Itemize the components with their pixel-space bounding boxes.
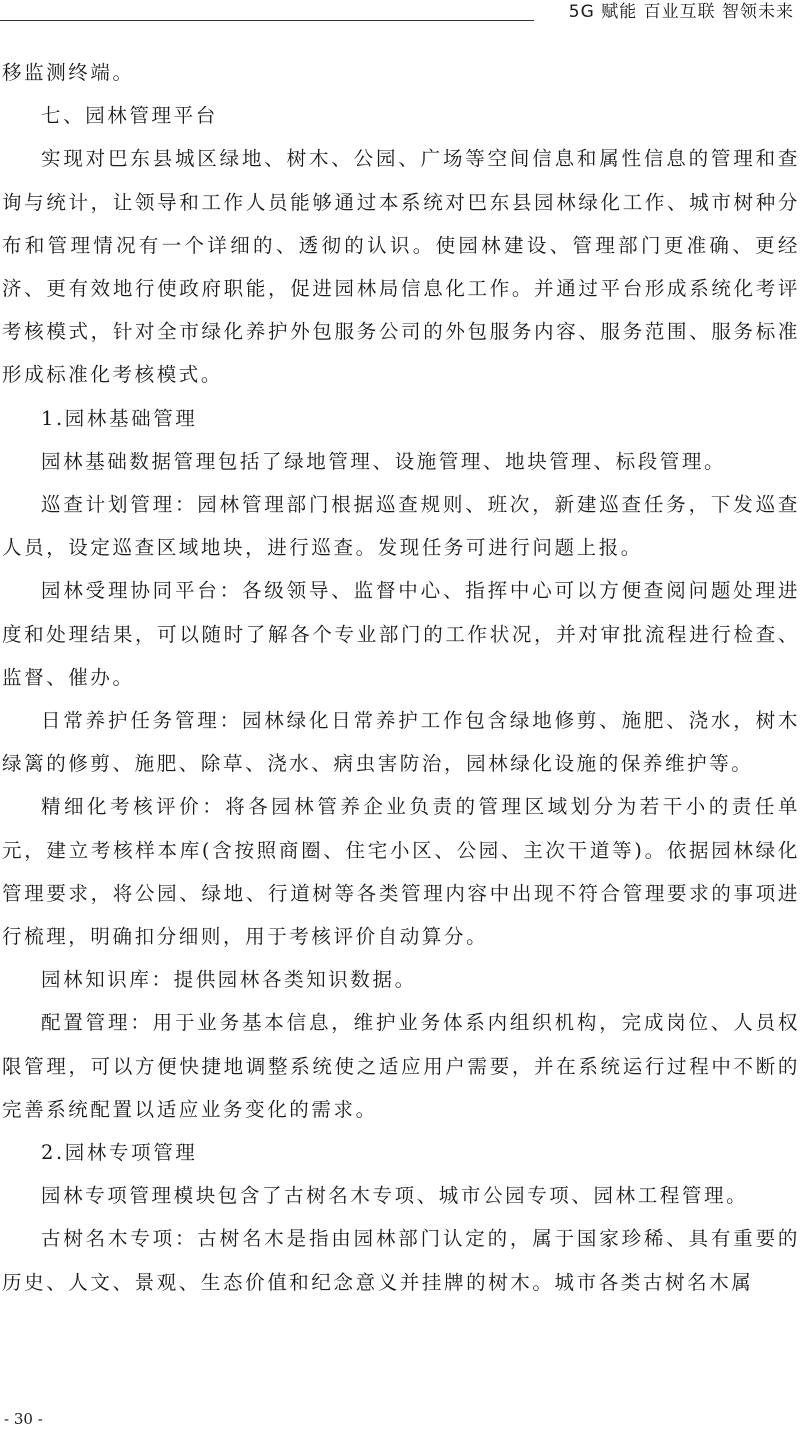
- paragraph: 精细化考核评价：将各园林管养企业负责的管理区域划分为若干小的责任单元，建立考核样本库(含按照商圈、住宅小区、公园、主次干道等)。依据园林绿化管理要求，将公园、绿地、行道树等各类管理内容中出现不符合管理要求的事项进行梳理，明确扣分细则，用于考核评价自动算分。: [2, 795, 800, 949]
- subsection-heading: 1.园林基础管理: [41, 406, 198, 430]
- paragraph: 实现对巴东县城区绿地、树木、公园、广场等空间信息和属性信息的管理和查询与统计，让领导和工作人员能够通过本系统对巴东县园林绿化工作、城市树种分布和管理情况有一个详细的、透彻的认识。使园林建设、管理部门更准确、更经济、更有效地行使政府职能，促进园林局信息化工作。并通过平台形成系统化考评考核模式，针对全市绿化养护外包服务公司的外包服务内容、服务范围、服务标准形成标准化考核模式。: [2, 147, 800, 387]
- paragraph: 移监测终端。: [2, 61, 135, 84]
- page-number: - 30 -: [4, 1410, 43, 1428]
- paragraph: 古树名木专项：古树名木是指由园林部门认定的，属于国家珍稀、具有重要的历史、人文、景观、生态价值和纪念意义并挂牌的树木。城市各类古树名木属: [2, 1227, 800, 1294]
- paragraph: 园林专项管理模块包含了古树名木专项、城市公园专项、园林工程管理。: [41, 1184, 749, 1208]
- paragraph: 巡查计划管理：园林管理部门根据巡查规则、班次，新建巡查任务，下发巡查人员，设定巡查区域地块，进行巡查。发现任务可进行问题上报。: [2, 493, 800, 560]
- paragraph: 园林知识库：提供园林各类知识数据。: [41, 968, 417, 992]
- header-title: 5G 赋能 百业互联 智领未来: [568, 2, 794, 22]
- section-heading: 七、园林管理平台: [41, 104, 218, 128]
- paragraph: 园林基础数据管理包括了绿地管理、设施管理、地块管理、标段管理。: [41, 449, 727, 473]
- subsection-heading: 2.园林专项管理: [41, 1141, 198, 1165]
- header-rule: [0, 20, 534, 21]
- paragraph: 日常养护任务管理：园林绿化日常养护工作包含绿地修剪、施肥、浇水，树木绿篱的修剪、施肥、除草、浇水、病虫害防治，园林绿化设施的保养维护等。: [2, 709, 800, 776]
- page-header: [0, 0, 800, 30]
- document-body: [2, 51, 800, 1304]
- paragraph: 园林受理协同平台：各级领导、监督中心、指挥中心可以方便查阅问题处理进度和处理结果，可以随时了解各个专业部门的工作状况，并对审批流程进行检查、监督、催办。: [2, 579, 800, 689]
- paragraph: 配置管理：用于业务基本信息，维护业务体系内组织机构，完成岗位、人员权限管理，可以方便快捷地调整系统使之适应用户需要，并在系统运行过程中不断的完善系统配置以适应业务变化的需求。: [2, 1011, 800, 1121]
